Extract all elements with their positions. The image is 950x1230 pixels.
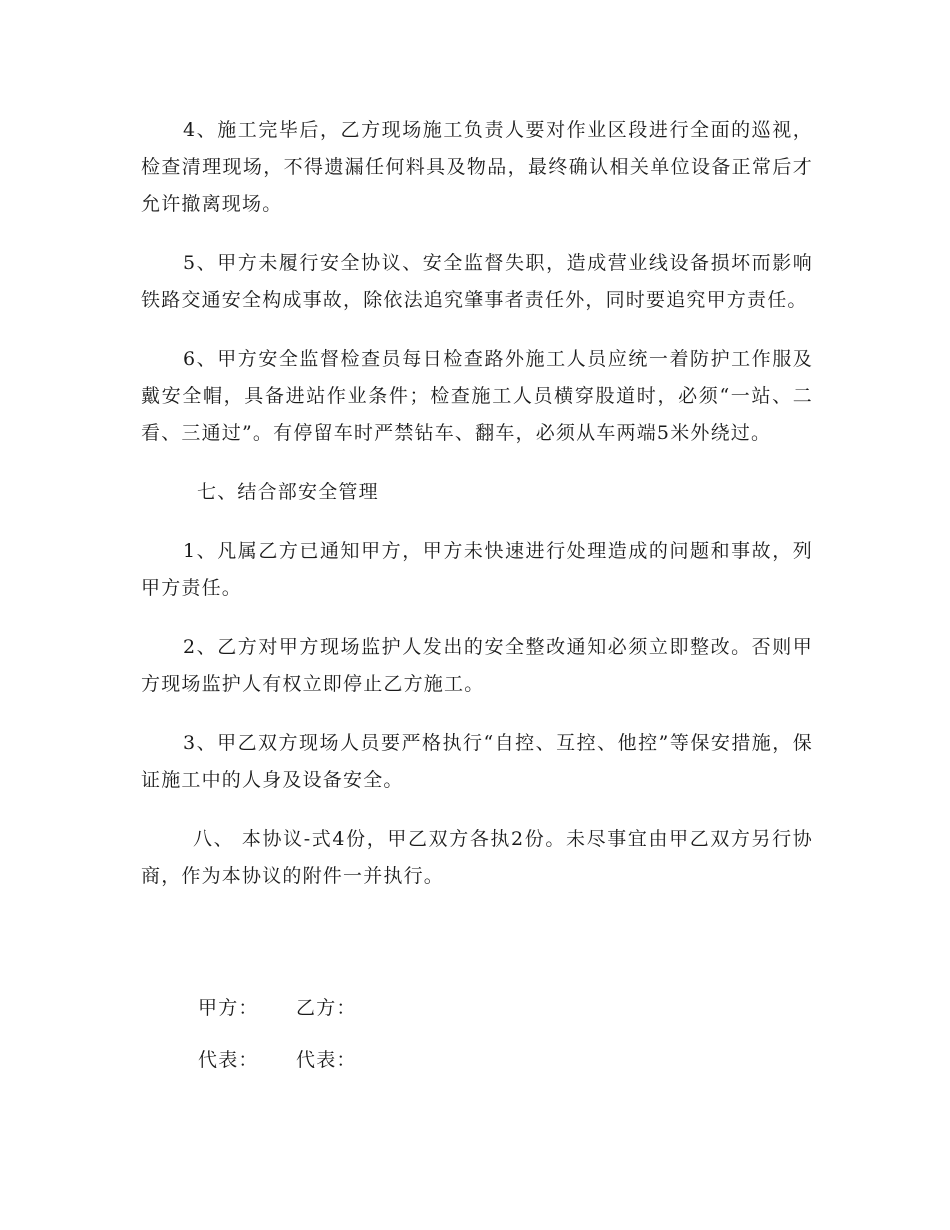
representative-a-label: 代表：	[198, 1049, 259, 1071]
section-seven-clause-2: 2、乙方对甲方现场监护人发出的安全整改通知必须立即整改。否则甲方现场监护人有权立即停止乙方施工。	[141, 636, 813, 695]
section-seven-clause-3: 3、甲乙双方现场人员要严格执行“自控、互控、他控”等保安措施，保证施工中的人身及设备安全。	[141, 732, 813, 791]
representative-signature-row	[198, 1045, 357, 1075]
document-body	[141, 112, 813, 917]
party-b-label: 乙方：	[296, 997, 357, 1019]
representative-b-label: 代表：	[296, 1049, 357, 1071]
party-a-label: 甲方：	[198, 997, 259, 1019]
clause-5: 5、甲方未履行安全协议、安全监督失职，造成营业线设备损坏而影响铁路交通安全构成事故，除依法追究肇事者责任外，同时要追究甲方责任。	[141, 252, 813, 311]
section-seven-clause-1: 1、凡属乙方已通知甲方，甲方未快速进行处理造成的问题和事故，列甲方责任。	[141, 540, 813, 599]
section-eight-text: 八、 本协议-式4份，甲乙双方各执2份。未尽事宜由甲乙双方另行协商，作为本协议的附件一并执行。	[141, 828, 813, 887]
party-signature-row	[198, 993, 357, 1023]
clause-4: 4、施工完毕后，乙方现场施工负责人要对作业区段进行全面的巡视，检查清理现场，不得遗漏任何料具及物品，最终确认相关单位设备正常后才允许撤离现场。	[141, 119, 813, 215]
section-seven-heading: 七、结合部安全管理	[197, 481, 379, 503]
clause-6: 6、甲方安全监督检查员每日检查路外施工人员应统一着防护工作服及戴安全帽，具备进站作业条件；检查施工人员横穿股道时，必须“一站、二看、三通过”。有停留车时严禁钻车、翻车，必须从车两端5米外绕过。	[141, 348, 813, 444]
